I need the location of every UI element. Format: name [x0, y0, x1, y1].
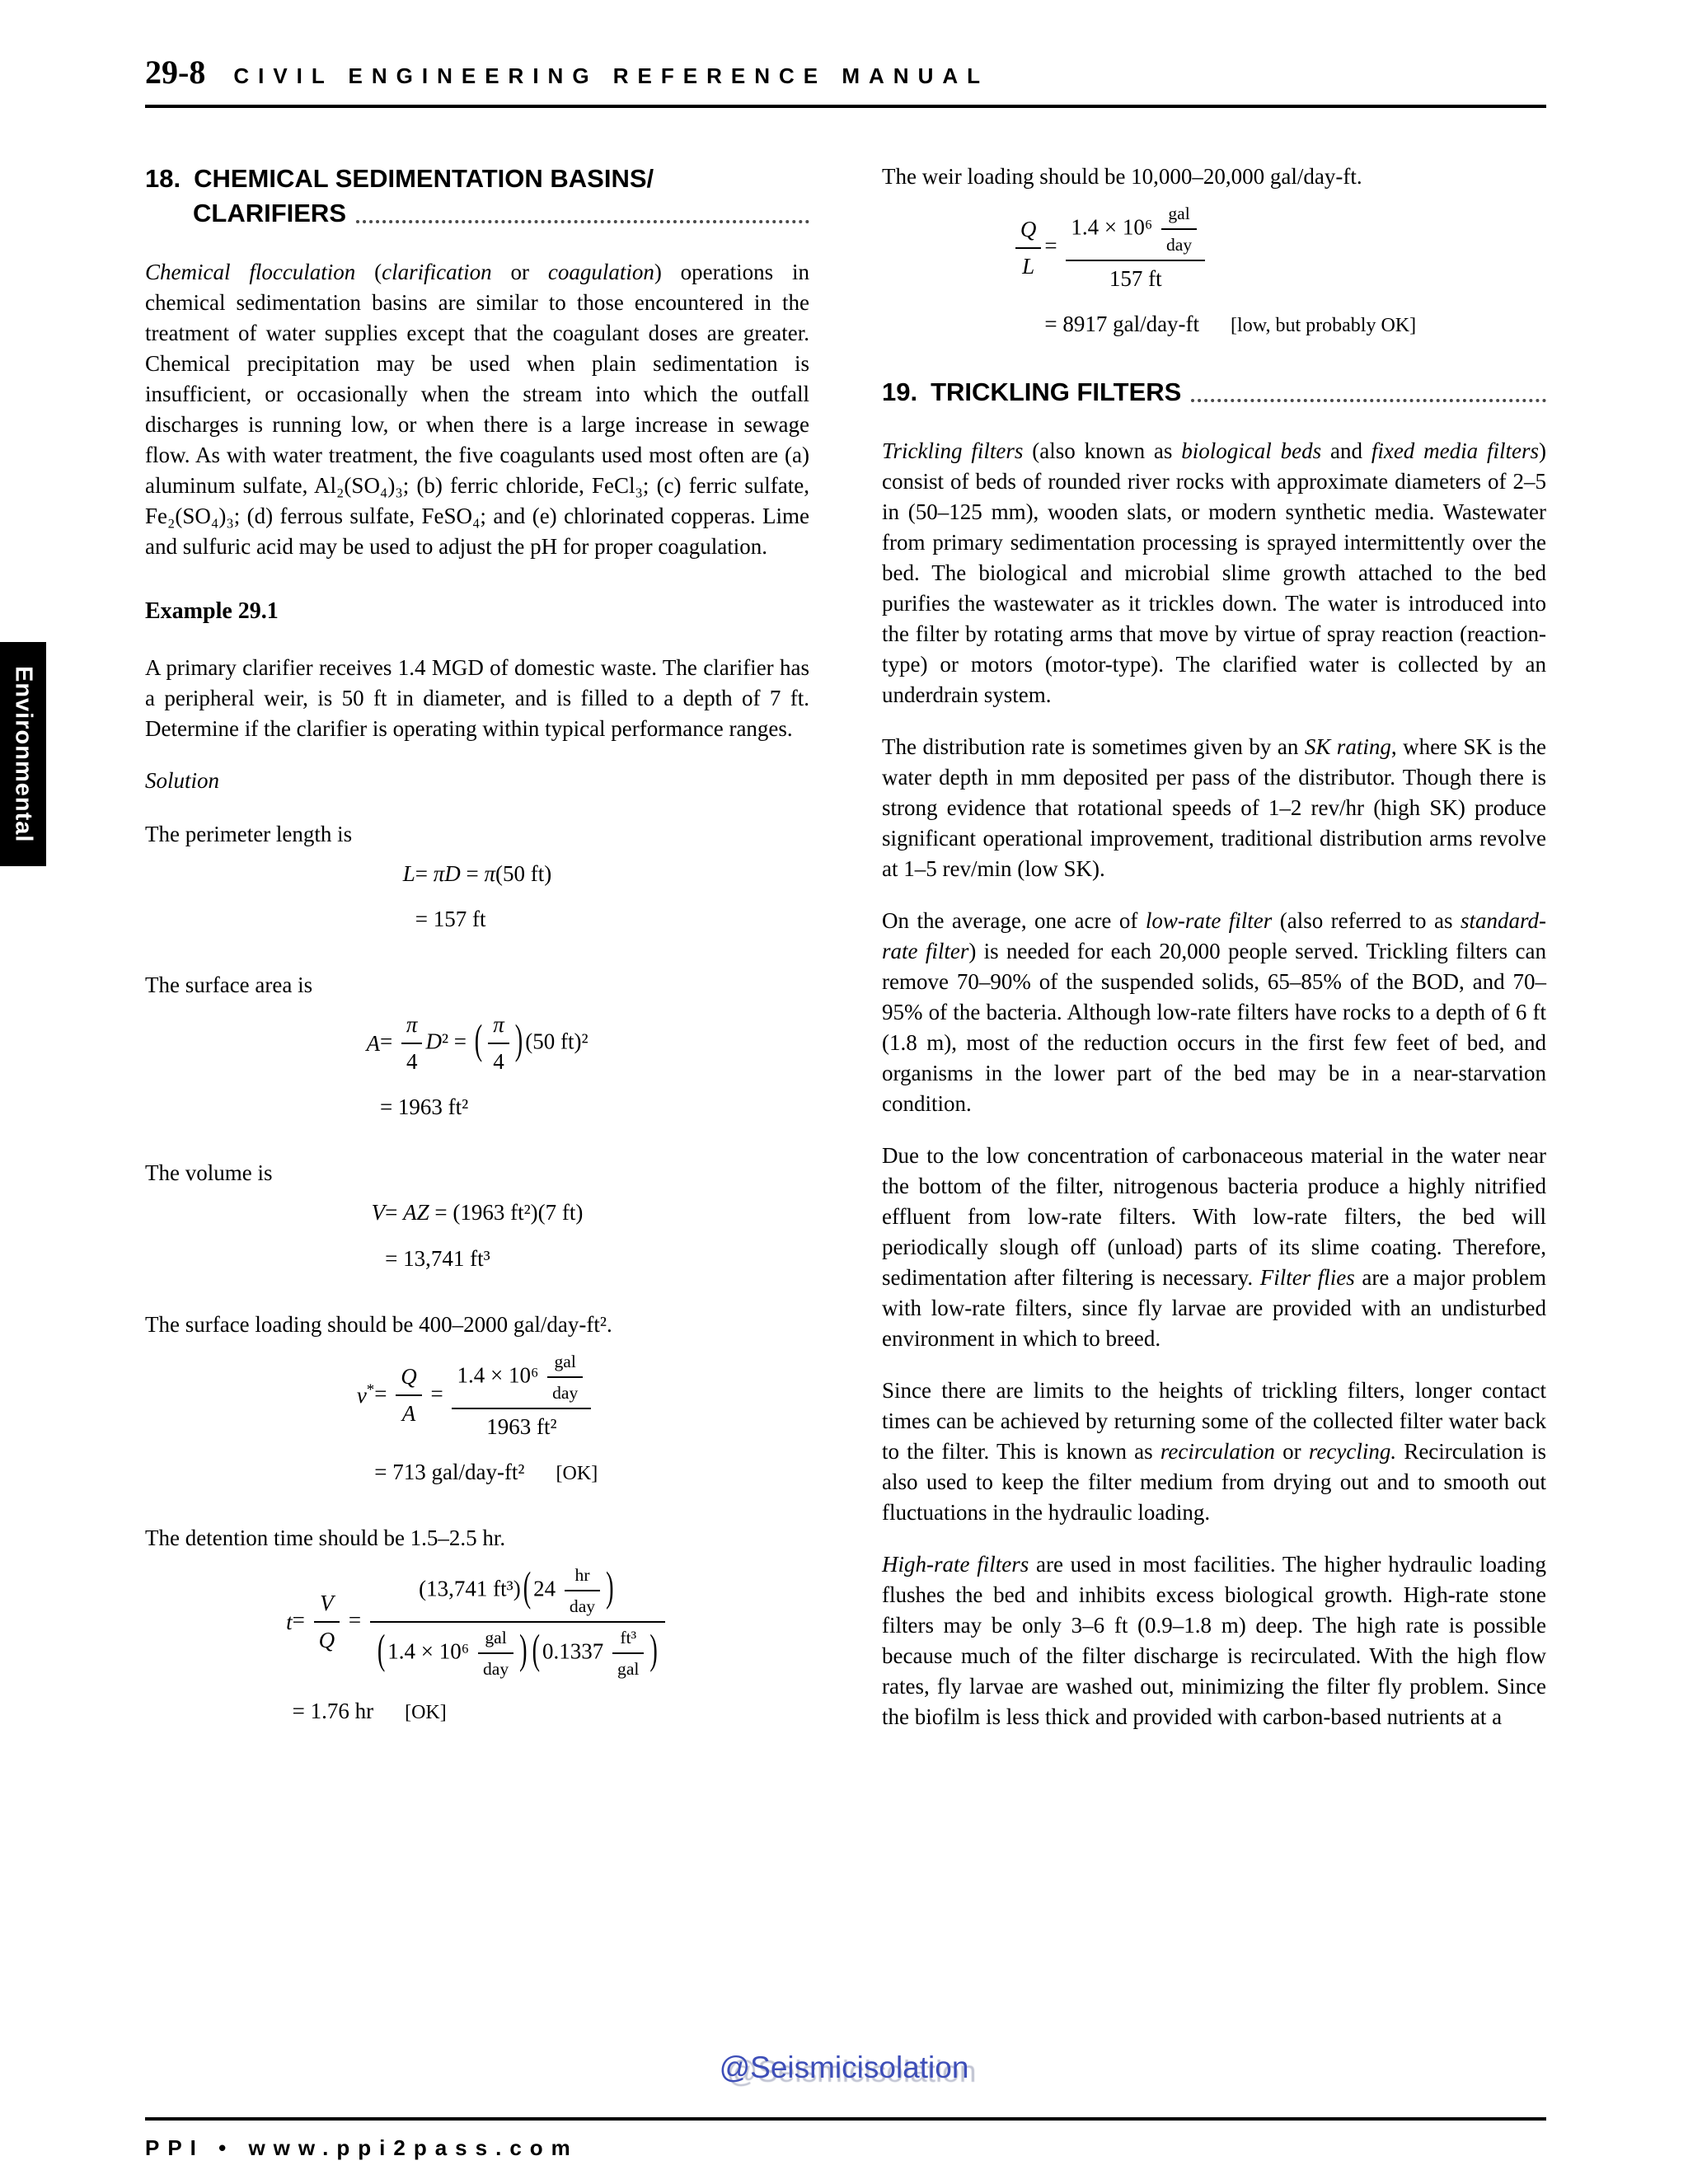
left-column: [145, 162, 809, 1763]
page-number: 29-8: [145, 54, 206, 91]
page-body: [145, 162, 1546, 1763]
watermark: [0, 2050, 1688, 2085]
equation-perimeter: L = πD = π(50 ft) = 157 ft: [402, 861, 552, 932]
footer-text: PPI • www.ppi2pass.com: [145, 2135, 579, 2160]
equation-area: A = $\frac{\pi}{4}$ D² = ( $\frac{\pi}{4}$ ) (50 ft)² = 1963 ft²: [366, 1012, 588, 1120]
section-19-title: TRICKLING FILTERS: [931, 377, 1182, 407]
manual-title: CIVIL ENGINEERING REFERENCE MANUAL: [233, 63, 990, 88]
right-column: [882, 162, 1546, 1763]
paragraph-low-rate-filter: On the average, one acre of low-rate filter (also referred to as standard-rate filter) is needed for each 20,000 people served. Trickling filters can remove 70–90% of the suspended solids, 65–85% of the BOD, and 70–95% of the bacteria. Although low-rate filters have rocks to a depth of 6 ft (1.8 m), most of the reduction occurs in the first few feet of bed, and organisms in the lower part of the bed may be in a near-starvation condition.: [882, 908, 1546, 1117]
chapter-tab-label: Environmental: [10, 665, 37, 843]
paragraph-sk-rating: The distribution rate is sometimes given by an SK rating, where SK is the water depth in mm deposited per pass of the distributor. Though there is strong evidence that rotational speeds of 1–2 rev/hr (high SK) produce significant operational improvement, traditional distribution arms revolve at 1–5 rev/min (low SK).: [882, 734, 1546, 882]
lead-surface-loading: The surface loading should be 400–2000 gal/day-ft².: [145, 1311, 612, 1337]
lead-perimeter: The perimeter length is: [145, 822, 353, 846]
watermark-text: @Seismicisolation: [719, 2050, 969, 2084]
section-19-title-line: [882, 375, 1546, 410]
paragraph-example-statement: A primary clarifier receives 1.4 MGD of domestic waste. The clarifier has a peripheral weir, is 50 ft in diameter, and is filled to a depth of 7 ft. Determine if the clarifier is operating within typical performance ranges.: [145, 655, 809, 741]
paragraph-high-rate-filters: High-rate filters are used in most facilities. The higher hydraulic loading flushes the bed and inhibits excess biological growth. High-rate stone filters may be only 3–6 ft (0.9–1.8 m) deep. The high rate is possible because much of the filter discharge is recirculated. With the high flow rates, fly larvae are washed out, minimizing the filter fly problem. Since the biofilm is less thick and provided with carbon-based nutrients at a: [882, 1552, 1546, 1730]
paragraph-nitrified-effluent: Due to the low concentration of carbonaceous material in the water near the bottom of the filter, nitrogenous bacteria produce a highly nitrified effluent from low-rate filters. With low-rate filters, the bed will periodically slough off (unload) parts of its slime coating. Therefore, sedimentation after filtering is necessary. Filter flies are a major problem with low-rate filters, since fly larvae are provided with an undisturbed environment in which to breed.: [882, 1143, 1547, 1352]
equation-volume: V = AZ = (1963 ft²)(7 ft) = 13,741 ft³: [371, 1200, 584, 1271]
chapter-tab-environmental: [0, 642, 46, 866]
section-heading-18: [145, 162, 809, 231]
lead-weir-loading: The weir loading should be 10,000–20,000 gal/day-ft.: [882, 164, 1362, 189]
lead-volume: The volume is: [145, 1160, 273, 1186]
paragraph-trickling-intro: Trickling filters (also known as biological beds and fixed media filters) consist of beds of rounded river rocks with approximate diameters of 2–5 in (50–125 mm), wooden slats, or modern synthetic media. Wastewater from primary sedimentation processing is sprayed intermittently over the bed. The biological and microbial slime growth attached to the bed purifies the wastewater as it trickles down. The water is introduced into the filter by rotating arms that move by virtue of spray reaction (reaction-type) or motors (motor-type). The clarified water is collected by an underdrain system.: [882, 438, 1546, 708]
paragraph-recirculation: Since there are limits to the heights of trickling filters, longer contact times can be achieved by returning some of the collected filter water back to the filter. This is known as recirculation or recycling. Recirculation is also used to keep the filter medium from drying out and to smooth out fluctuations in the hydraulic loading.: [882, 1378, 1547, 1526]
equation-detention-time: t = $\frac{V}{Q}$ = (13,741 ft³) ( 24 $\frac{hr}{\text{day}}$ ) ( 1.4 × 10⁶ $\frac{\text{gal}}{\text{day}}$ ) ( 0.1337 $\frac{\text{ft³}}{\text{gal}}$ ) = 1.76 hr [OK]: [145, 1563, 809, 1726]
solution-label: Solution: [145, 768, 220, 793]
page-header: [145, 53, 1546, 108]
dotted-leader: [356, 220, 809, 223]
example-heading: Example 29.1: [145, 598, 279, 624]
paragraph-flocculation: Chemical flocculation (clarification or coagulation) operations in chemical sedimentation basins are similar to those encountered in the treatment of water supplies except that the coagulant doses are greater. Chemical precipitation may be used when plain sedimentation is insufficient, or occasionally when the stream into which the outfall discharges is running low, or when there is a large increase in sewage flow. As with water treatment, the five coagulants used most often are (a) aluminum sulfate, Al₂(SO₄)₃; (b) ferric chloride, FeCl₃; (c) ferric sulfate, Fe₂(SO₄)₃; (d) ferrous sulfate, FeSO₄; and (e) chlorinated copperas. Lime and sulfuric acid may be used to adjust the pH for proper coagulation.: [145, 260, 810, 559]
lead-detention-time: The detention time should be 1.5–2.5 hr.: [145, 1526, 506, 1551]
section-19-number: 19.: [882, 377, 918, 407]
section-18-title-line-1: [145, 162, 809, 196]
dotted-leader: [1191, 399, 1546, 402]
section-18-title-line-2: [145, 196, 809, 231]
section-18-title-part-2: CLARIFIERS: [193, 199, 346, 227]
equation-weir-loading: $\frac{Q}{L}$ = 1.4 × 10⁶ $\frac{\text{gal}}{\text{day}}$ 157 ft = 8917 gal/day-ft [low, but probably OK]: [882, 202, 1546, 339]
section-heading-19: [882, 375, 1546, 410]
section-18-title-part-1: CHEMICAL SEDIMENTATION BASINS/: [194, 164, 654, 193]
section-18-number: 18.: [145, 164, 181, 193]
equation-surface-loading: v* = $\frac{Q}{A}$ = 1.4 × 10⁶ $\frac{\text{gal}}{\text{day}}$ 1963 ft² = 713 gal/day-ft² [OK]: [356, 1351, 598, 1484]
lead-area: The surface area is: [145, 972, 313, 998]
page-footer: [145, 2117, 1546, 2161]
